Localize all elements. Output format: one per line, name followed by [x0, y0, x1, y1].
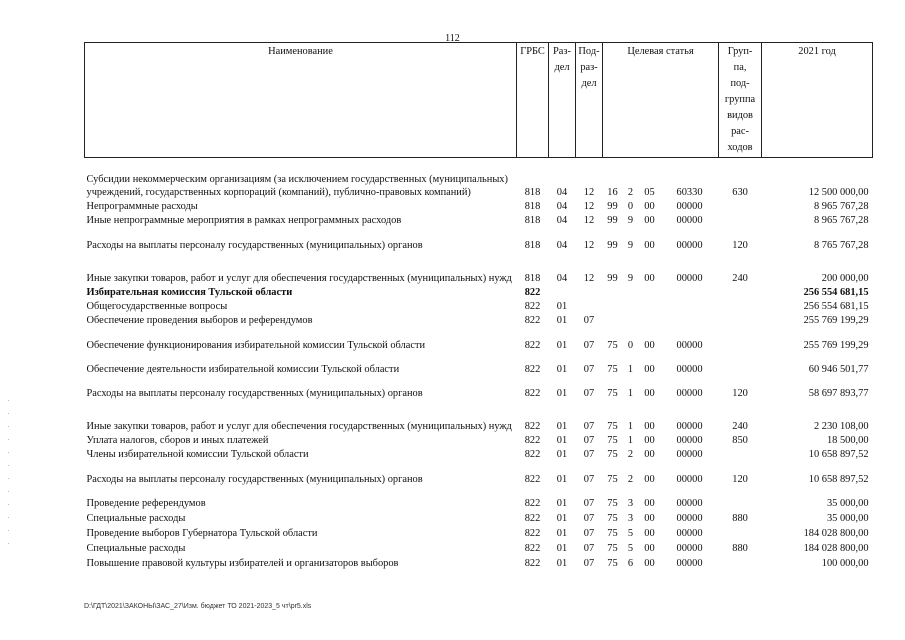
- row-target-event: 00: [644, 239, 655, 251]
- row-target-subprogram: 9: [627, 239, 634, 251]
- row-target-direction: 00000: [676, 473, 703, 485]
- row-target-direction: [661, 299, 719, 313]
- table-row: [85, 252, 873, 285]
- row-name: Избирательная комиссия Тульской области: [86, 286, 293, 298]
- row-target-event: [639, 285, 661, 299]
- row-amount: 255 769 199,29: [803, 314, 869, 326]
- row-expense-type: 240: [732, 272, 748, 284]
- row-podrazdel: 12: [583, 200, 595, 212]
- row-target-program: 75: [607, 434, 618, 446]
- row-target-subprogram: 6: [627, 557, 634, 569]
- row-razdel: 01: [556, 420, 568, 432]
- row-amount: 8 965 767,28: [813, 200, 869, 212]
- row-name: Субсидии некоммерческим организациям (за исключением государственных (муниципальных) учреждений, государственных корпораций (компаний), публично-правовых компаний): [86, 173, 508, 198]
- row-target-subprogram: 5: [627, 542, 634, 554]
- row-target-program: 99: [607, 214, 618, 226]
- row-grbs: 822: [524, 473, 541, 485]
- row-expense-type: [719, 199, 762, 213]
- row-expense-type: [719, 327, 762, 352]
- row-name: Уплата налогов, сборов и иных платежей: [86, 434, 269, 446]
- row-podrazdel: 07: [583, 527, 595, 539]
- row-razdel: 01: [556, 527, 568, 539]
- row-name: Специальные расходы: [86, 512, 186, 524]
- row-target-event: 00: [644, 214, 655, 226]
- row-grbs: 818: [524, 272, 541, 284]
- row-grbs: 818: [524, 200, 541, 212]
- row-target-event: 00: [644, 200, 655, 212]
- row-expense-type: [719, 486, 762, 510]
- row-grbs: 822: [524, 512, 541, 524]
- row-amount: 256 554 681,15: [803, 286, 869, 298]
- row-target-event: 00: [644, 420, 655, 432]
- table-row: [85, 486, 873, 510]
- row-podrazdel: 07: [583, 314, 595, 326]
- row-target-direction: 00000: [676, 214, 703, 226]
- row-podrazdel: 12: [583, 239, 595, 251]
- row-target-direction: 00000: [676, 527, 703, 539]
- row-razdel: 01: [556, 434, 568, 446]
- row-name: Расходы на выплаты персоналу государственных (муниципальных) органов: [86, 239, 423, 251]
- row-expense-type: 120: [732, 239, 748, 251]
- row-podrazdel: 07: [583, 363, 595, 375]
- row-target-program: 75: [607, 497, 618, 509]
- row-target-subprogram: 9: [627, 214, 634, 226]
- row-target-program: 99: [607, 239, 618, 251]
- budget-table-container: [84, 42, 872, 570]
- row-target-direction: 00000: [676, 497, 703, 509]
- row-grbs: 822: [524, 286, 541, 298]
- row-grbs: 818: [524, 186, 541, 198]
- row-grbs: 818: [524, 239, 541, 251]
- row-target-subprogram: 1: [627, 387, 634, 399]
- table-row: [85, 510, 873, 525]
- row-amount: 8 965 767,28: [813, 214, 869, 226]
- row-target-event: 00: [644, 512, 655, 524]
- row-expense-type: 120: [732, 387, 748, 399]
- row-name: Проведение референдумов: [86, 497, 206, 509]
- row-target-program: 75: [607, 420, 618, 432]
- row-amount: 35 000,00: [826, 512, 869, 524]
- row-podrazdel: 07: [583, 473, 595, 485]
- row-expense-type: [719, 285, 762, 299]
- row-amount: 60 946 501,77: [808, 363, 869, 375]
- budget-table: [84, 42, 873, 570]
- row-podrazdel: 07: [583, 557, 595, 569]
- row-target-subprogram: 0: [627, 339, 634, 351]
- row-expense-type: 850: [732, 434, 748, 446]
- row-target-program: 75: [607, 473, 618, 485]
- row-podrazdel: 07: [583, 448, 595, 460]
- row-target-direction: 00000: [676, 434, 703, 446]
- row-target-direction: [661, 285, 719, 299]
- row-razdel: 04: [556, 272, 568, 284]
- row-target-program: 75: [607, 363, 618, 375]
- row-podrazdel: 07: [583, 434, 595, 446]
- row-expense-type: [719, 299, 762, 313]
- scan-edge-marks: [8, 400, 10, 600]
- row-target-direction: 00000: [676, 512, 703, 524]
- row-target-direction: 00000: [676, 339, 703, 351]
- row-target-program: 75: [607, 448, 618, 460]
- row-target-direction: [661, 313, 719, 327]
- row-razdel: 01: [556, 339, 568, 351]
- row-grbs: 822: [524, 448, 541, 460]
- row-grbs: 822: [524, 557, 541, 569]
- row-target-direction: 00000: [676, 387, 703, 399]
- row-expense-type: [719, 313, 762, 327]
- row-razdel: 01: [556, 448, 568, 460]
- row-name: Проведение выборов Губернатора Тульской области: [86, 527, 318, 539]
- row-target-subprogram: 1: [627, 434, 634, 446]
- row-razdel: 04: [556, 186, 568, 198]
- row-target-subprogram: 5: [627, 527, 634, 539]
- row-razdel: 01: [556, 557, 568, 569]
- row-amount: 8 765 767,28: [813, 239, 869, 251]
- row-name: Иные закупки товаров, работ и услуг для обеспечения государственных (муниципальных) нужд: [86, 420, 512, 432]
- row-target-subprogram: 2: [627, 186, 634, 198]
- row-grbs: 822: [524, 339, 541, 351]
- row-razdel: 01: [556, 387, 568, 399]
- row-target-direction: 00000: [676, 239, 703, 251]
- row-expense-type: [719, 352, 762, 376]
- row-razdel: [549, 285, 576, 299]
- row-razdel: 01: [556, 497, 568, 509]
- row-target-program: 99: [607, 272, 618, 284]
- row-grbs: 822: [524, 434, 541, 446]
- row-target-subprogram: [623, 313, 639, 327]
- row-razdel: 01: [556, 542, 568, 554]
- row-target-program: 75: [607, 512, 618, 524]
- row-razdel: 01: [556, 512, 568, 524]
- row-name: Непрограммные расходы: [86, 200, 198, 212]
- row-podrazdel: [576, 299, 603, 313]
- row-target-event: 00: [644, 473, 655, 485]
- table-header-row: [85, 43, 873, 158]
- table-row: [85, 525, 873, 540]
- row-podrazdel: 12: [583, 214, 595, 226]
- row-target-subprogram: 2: [627, 473, 634, 485]
- row-grbs: 822: [524, 314, 541, 326]
- row-target-program: 16: [607, 186, 618, 198]
- row-podrazdel: 07: [583, 387, 595, 399]
- row-name: Расходы на выплаты персоналу государственных (муниципальных) органов: [86, 473, 423, 485]
- row-razdel: 01: [556, 314, 568, 326]
- file-path-footer: D:\ГДТ\2021\ЗАКОНЫ\ЗАС_27\Изм. бюджет ТО 2021-2023_5 чт\pr5.xls: [84, 603, 312, 610]
- row-grbs: 822: [524, 527, 541, 539]
- header-razdel: Раз- дел: [549, 43, 576, 158]
- row-grbs: 822: [524, 387, 541, 399]
- table-row: [85, 540, 873, 555]
- row-name: Расходы на выплаты персоналу государственных (муниципальных) органов: [86, 387, 423, 399]
- row-target-program: 75: [607, 387, 618, 399]
- row-target-event: 00: [644, 542, 655, 554]
- row-target-subprogram: 1: [627, 420, 634, 432]
- row-podrazdel: [576, 285, 603, 299]
- row-name: Члены избирательной комиссии Тульской области: [86, 448, 309, 460]
- row-target-program: 75: [607, 527, 618, 539]
- row-expense-type: [719, 555, 762, 570]
- row-target-subprogram: 2: [627, 448, 634, 460]
- table-row: [85, 376, 873, 400]
- header-year-2021: 2021 год: [762, 43, 873, 158]
- row-target-event: 00: [644, 387, 655, 399]
- row-razdel: 01: [556, 363, 568, 375]
- row-target-event: [639, 313, 661, 327]
- row-razdel: 04: [556, 200, 568, 212]
- row-expense-type: 120: [732, 473, 748, 485]
- row-target-subprogram: 1: [627, 363, 634, 375]
- row-target-program: 99: [607, 200, 618, 212]
- table-row: [85, 400, 873, 433]
- row-target-event: 00: [644, 527, 655, 539]
- row-target-direction: 00000: [676, 420, 703, 432]
- row-razdel: 04: [556, 239, 568, 251]
- row-expense-type: [719, 525, 762, 540]
- row-name: Обеспечение деятельности избирательной комиссии Тульской области: [86, 363, 400, 375]
- row-target-event: 00: [644, 363, 655, 375]
- row-razdel: 01: [556, 300, 568, 312]
- row-amount: 256 554 681,15: [803, 300, 869, 312]
- row-target-direction: 00000: [676, 557, 703, 569]
- row-amount: 100 000,00: [821, 557, 869, 569]
- row-target-program: 75: [607, 542, 618, 554]
- row-amount: 2 230 108,00: [813, 420, 869, 432]
- row-target-event: 00: [644, 434, 655, 446]
- row-target-direction: 00000: [676, 272, 703, 284]
- row-grbs: 818: [524, 214, 541, 226]
- row-podrazdel: 12: [583, 186, 595, 198]
- row-amount: 12 500 000,00: [808, 186, 869, 198]
- row-grbs: 822: [524, 363, 541, 375]
- table-row: [85, 299, 873, 313]
- row-target-event: 00: [644, 448, 655, 460]
- row-podrazdel: 07: [583, 542, 595, 554]
- row-name: Обеспечение проведения выборов и референдумов: [86, 314, 313, 326]
- row-amount: 35 000,00: [826, 497, 869, 509]
- row-target-subprogram: 9: [627, 272, 634, 284]
- table-row: [85, 227, 873, 252]
- row-name: Повышение правовой культуры избирателей и организаторов выборов: [86, 557, 399, 569]
- table-row: [85, 213, 873, 227]
- row-expense-type: 630: [732, 186, 748, 198]
- row-target-program: 75: [607, 557, 618, 569]
- row-target-event: 00: [644, 557, 655, 569]
- row-podrazdel: 07: [583, 497, 595, 509]
- row-target-direction: 00000: [676, 200, 703, 212]
- row-target-event: 00: [644, 497, 655, 509]
- table-row: [85, 327, 873, 352]
- table-row: [85, 461, 873, 486]
- row-podrazdel: 12: [583, 272, 595, 284]
- row-amount: 184 028 800,00: [803, 542, 869, 554]
- row-amount: 10 658 897,52: [808, 448, 869, 460]
- row-expense-type: 880: [732, 512, 748, 524]
- row-target-subprogram: 0: [627, 200, 634, 212]
- row-grbs: 822: [524, 542, 541, 554]
- row-amount: 10 658 897,52: [808, 473, 869, 485]
- row-amount: 200 000,00: [821, 272, 869, 284]
- row-name: Обеспечение функционирования избирательной комиссии Тульской области: [86, 339, 426, 351]
- row-target-program: 75: [607, 339, 618, 351]
- row-target-program: [603, 299, 623, 313]
- row-grbs: 822: [524, 497, 541, 509]
- row-target-event: [639, 299, 661, 313]
- row-target-direction: 60330: [676, 186, 703, 198]
- row-target-direction: 00000: [676, 363, 703, 375]
- table-body: [85, 158, 873, 570]
- row-name: Иные непрограммные мероприятия в рамках непрограммных расходов: [86, 214, 402, 226]
- row-target-subprogram: [623, 299, 639, 313]
- row-grbs: 822: [524, 420, 541, 432]
- table-row: [85, 199, 873, 213]
- row-name: Общегосударственные вопросы: [86, 300, 228, 312]
- row-target-event: 00: [644, 272, 655, 284]
- row-target-direction: 00000: [676, 542, 703, 554]
- table-row: [85, 433, 873, 447]
- table-row: [85, 313, 873, 327]
- header-expense-group: Груп- па, под- группа видов рас- ходов: [719, 43, 762, 158]
- row-target-event: 05: [644, 186, 655, 198]
- row-expense-type: 880: [732, 542, 748, 554]
- table-row: [85, 352, 873, 376]
- row-razdel: 04: [556, 214, 568, 226]
- row-podrazdel: 07: [583, 512, 595, 524]
- row-razdel: 01: [556, 473, 568, 485]
- row-podrazdel: 07: [583, 339, 595, 351]
- row-name: Иные закупки товаров, работ и услуг для обеспечения государственных (муниципальных) нужд: [86, 272, 512, 284]
- row-target-program: [603, 313, 623, 327]
- table-row: [85, 285, 873, 299]
- row-target-direction: 00000: [676, 448, 703, 460]
- row-amount: 58 697 893,77: [808, 387, 869, 399]
- header-name: Наименование: [85, 43, 517, 158]
- row-amount: 18 500,00: [826, 434, 869, 446]
- row-target-subprogram: [623, 285, 639, 299]
- row-expense-type: [719, 447, 762, 461]
- row-name: Специальные расходы: [86, 542, 186, 554]
- table-row: [85, 158, 873, 199]
- row-amount: 255 769 199,29: [803, 339, 869, 351]
- row-amount: 184 028 800,00: [803, 527, 869, 539]
- row-expense-type: 240: [732, 420, 748, 432]
- row-expense-type: [719, 213, 762, 227]
- header-podrazdel: Под- раз- дел: [576, 43, 603, 158]
- table-row: [85, 447, 873, 461]
- row-target-event: 00: [644, 339, 655, 351]
- table-row: [85, 555, 873, 570]
- row-podrazdel: 07: [583, 420, 595, 432]
- row-target-program: [603, 285, 623, 299]
- header-grbs: ГРБС: [517, 43, 549, 158]
- row-target-subprogram: 3: [627, 512, 634, 524]
- row-target-subprogram: 3: [627, 497, 634, 509]
- page-number: 112: [445, 33, 460, 44]
- header-target-article: Целевая статья: [603, 43, 719, 158]
- row-grbs: 822: [524, 300, 541, 312]
